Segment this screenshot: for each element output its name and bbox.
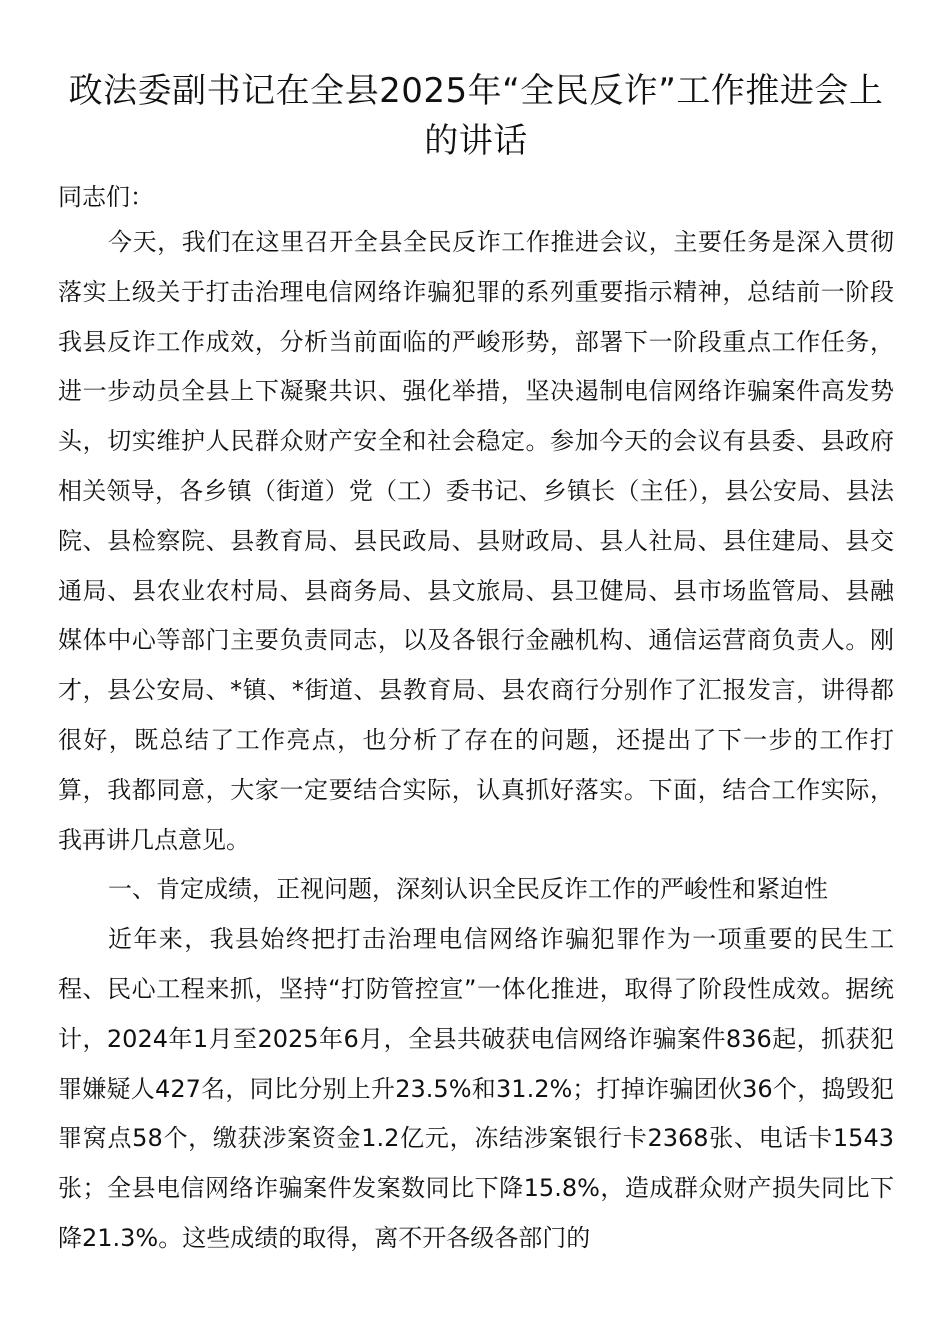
- document-title: 政法委副书记在全县2025年“全民反诈”工作推进会上的讲话: [68, 71, 884, 161]
- section-heading-1: 一、肯定成绩，正视问题，深刻认识全民反诈工作的严峻性和紧迫性: [108, 875, 828, 904]
- salutation: 同志们：: [58, 183, 154, 211]
- section-1-paragraph: 近年来，我县始终把打击治理电信网络诈骗犯罪作为一项重要的民生工程、民心工程来抓，坚持“打防管控宣”一体化推进，取得了阶段性成效。据统计，2024年1月至2025年6月，全县共破获电信网络诈骗案件836起，抓获犯罪嫌疑人427名，同比分别上升23.5%和31.2%；打掉诈骗团伙36个，捣毁犯罪窝点58个，缴获涉案资金1.2亿元，冻结涉案银行卡2368张、电话卡1543张；全县电信网络诈骗案件发案数同比下降15.8%，造成群众财产损失同比下降21.3%。这些成绩的取得，离不开各级各部门的: [58, 925, 894, 1252]
- document-page: [58, 66, 894, 1264]
- intro-paragraph: 今天，我们在这里召开全县全民反诈工作推进会议，主要任务是深入贯彻落实上级关于打击治理电信网络诈骗犯罪的系列重要指示精神，总结前一阶段我县反诈工作成效，分析当前面临的严峻形势，部署下一阶段重点工作任务，进一步动员全县上下凝聚共识、强化举措，坚决遏制电信网络诈骗案件高发势头，切实维护人民群众财产安全和社会稳定。参加今天的会议有县委、县政府相关领导，各乡镇（街道）党（工）委书记、乡镇长（主任），县公安局、县法院、县检察院、县教育局、县民政局、县财政局、县人社局、县住建局、县交通局、县农业农村局、县商务局、县文旅局、县卫健局、县市场监管局、县融媒体中心等部门主要负责同志，以及各银行金融机构、通信运营商负责人。刚才，县公安局、*镇、*街道、县教育局、县农商行分别作了汇报发言，讲得都很好，既总结了工作亮点，也分析了存在的问题，还提出了下一步的工作打算，我都同意，大家一定要结合实际，认真抓好落实。下面，结合工作实际，我再讲几点意见。: [58, 228, 894, 854]
